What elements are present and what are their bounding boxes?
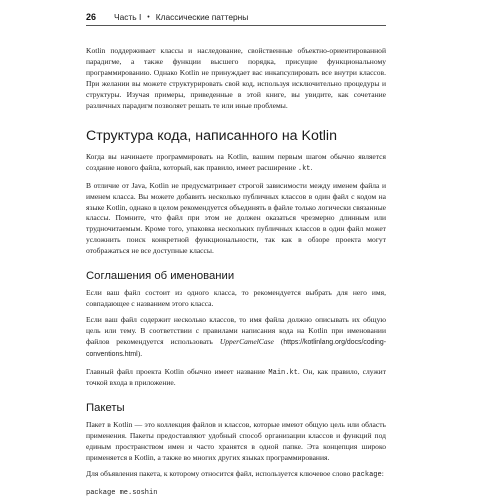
text: :	[381, 469, 384, 479]
paragraph-file-extension	[86, 152, 386, 175]
url-link: https://kotlinlang.org/docs/coding-conventions.html	[86, 339, 386, 359]
part-label: Часть I	[114, 12, 142, 22]
inline-code: .kt	[297, 165, 311, 174]
section-heading-code-structure: Структура кода, написанного на Kotlin	[86, 128, 337, 145]
text: . Он, как правило, служит точкой входа в приложение.	[86, 366, 386, 388]
section-heading-naming: Соглашения об именовании	[86, 270, 235, 283]
inline-code: Main.kt	[268, 368, 298, 377]
text: .	[310, 163, 313, 173]
text: Главный файл проекта Kotlin обычно имеет название	[86, 366, 269, 376]
chapter-title: Классические паттерны	[155, 12, 249, 22]
paragraph-package-keyword	[86, 469, 386, 481]
paragraph-main-file	[86, 367, 386, 390]
text: (	[273, 337, 284, 347]
text: Когда вы начинаете программировать на Kotlin, вашим первым шагом обычно является создание нового файла, который, как правило, имеет расширение	[86, 152, 386, 173]
paragraph-single-class: Если ваш файл состоит из одного класса, то рекомендуется выбрать для него имя, совпадающее с названием этого класса.	[86, 288, 386, 308]
running-header	[86, 12, 386, 26]
text: Для объявления пакета, к которому относится файл, используется ключевое слово	[86, 469, 353, 479]
inline-code: package	[352, 471, 382, 480]
paragraph-multiple-classes	[86, 315, 386, 361]
bullet-separator: •	[147, 13, 150, 21]
page-number: 26	[86, 12, 97, 22]
text: Если ваш файл содержит несколько классов, то имя файла должно описывать их общую цель или тему. В соответствии с правилами написания кода на Kotlin при именовании файлов рекомендуется использовать	[86, 315, 386, 347]
section-heading-packages: Пакеты	[86, 402, 125, 415]
text: ).	[137, 349, 143, 359]
intro-paragraph: Kotlin поддерживает классы и наследование, свойственные объектно-ориентированной парадигме, а также функции высшего порядка, присущие функциональному программированию. Однако Kotlin не принуждает вас инкапсулировать все внутри классов. При желании вы можете структурировать свой код, используя исключительно процедуры и структуры. Изучая примеры, приведенные в этой книге, вы увидите, как сочетание различных парадигм позволяет решать те или иные проблемы.	[86, 46, 386, 110]
code-block: package me.soshin	[86, 489, 158, 498]
italic-term: UpperCamelCase	[219, 337, 274, 347]
paragraph-packages: Пакет в Kotlin — это коллекция файлов и классов, которые имеют общую цель или область применения. Пакеты предоставляют удобный способ организации классов и функций под единым пространством имен и часто хранятся в одной папке. Эта концепция широко применяется в Kotlin, а также во многих других языках программирования.	[86, 420, 386, 463]
paragraph-java-comparison: В отличие от Java, Kotlin не предусматривает строгой зависимости между именем файла и именем класса. Вы можете добавить несколько публичных классов в один файл с кодом на языке Kotlin, однако в целом рекомендуется объединять в файле только логически связанные классы. Помните, что файл при этом не должен оказаться чрезмерно длинным или трудночитаемым. Кроме того, упаковка нескольких публичных классов в один файл может усложнить поиск конкретной функциональности, так как в обзоре проекта могут отображаться не все доступные классы.	[86, 180, 386, 256]
